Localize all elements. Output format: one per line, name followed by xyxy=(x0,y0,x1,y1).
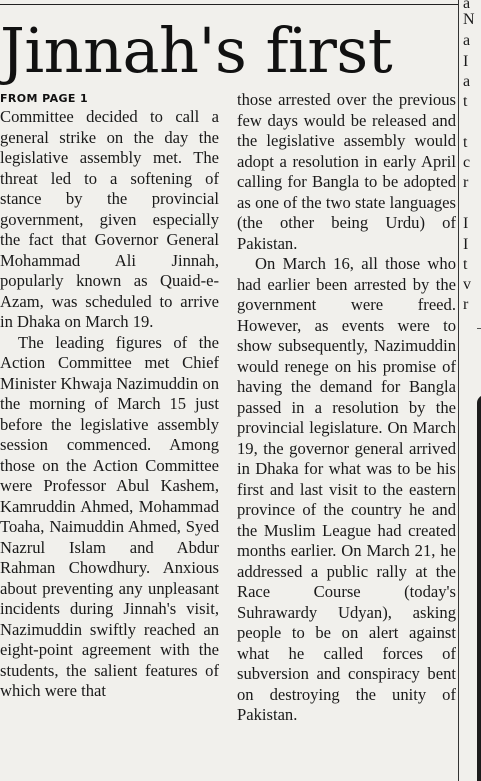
neighbour-short-rule xyxy=(477,328,481,329)
neighbour-fragment: a xyxy=(463,32,471,49)
neighbour-fragment: a xyxy=(463,0,471,12)
kicker-from-page-1: FROM PAGE 1 xyxy=(0,92,89,105)
column-2-paragraph-2: On March 16, all those who had earlier been arrested by the government were freed. However, as events were to show subsequently, Nazimuddin would renege on his promise of having the demand for Bangla passed in a resolution by the provincial legislature. On March 19, the governor general arrived in Dhaka for what was to be his first and last visit to the eastern province of the country he and the Muslim League had created months earlier. On March 21, he addressed a public rally at the Race Course (today's Suhrawardy Udyan), asking people to be on alert against what he called forces of subversion and conspiracy bent on destroying the unity of Pakistan. xyxy=(237,254,456,724)
article-column-2 xyxy=(237,90,456,778)
article-column-1 xyxy=(0,107,219,777)
column-2-paragraph-1: those arrested over the previous few days would be released and the legislative assembly would adopt a resolution in early April calling for Bangla to be adopted as one of the two state languages (the other being Urdu) of Pakistan. xyxy=(237,90,456,253)
neighbour-fragment: I xyxy=(463,53,469,70)
neighbour-fragment: r xyxy=(463,296,469,313)
neighbour-fragment: N xyxy=(463,11,475,28)
column-divider xyxy=(458,0,459,781)
neighbour-fragment: t xyxy=(463,93,468,110)
column-1-paragraph-2: The leading figures of the Action Committee met Chief Minister Khwaja Nazimuddin on the morning of March 15 just before the legislative assembly session commenced. Among those on the Action Committee were Professor Abul Kashem, Kamruddin Ahmed, Mohammad Toaha, Naimuddin Ahmed, Syed Nazrul Islam and Abdur Rahman Chowdhury. Anxious about preventing any unpleasant incidents during Jinnah's visit, Nazimuddin swiftly reached an eight-point agreement with the students, the salient features of which were that xyxy=(0,332,219,700)
neighbour-fragment: I xyxy=(463,236,469,253)
neighbour-fragment: v xyxy=(463,276,471,293)
top-rule xyxy=(0,4,458,5)
neighbour-fragment: c xyxy=(463,154,471,171)
neighbour-fragment: t xyxy=(463,134,468,151)
neighbour-fragment: r xyxy=(463,174,469,191)
neighbour-fragment: t xyxy=(463,256,468,273)
neighbour-photo-edge xyxy=(477,395,481,781)
neighbour-fragment: I xyxy=(463,215,469,232)
headline: Jinnah's first xyxy=(0,16,393,86)
column-1-paragraph-1: Committee decided to call a general strike on the day the legislative assembly met. The threat led to a softening of stance by the provincial government, given especially the fact that Governor General Mohammad Ali Jinnah, popularly known as Quaid-e-Azam, was scheduled to arrive in Dhaka on March 19. xyxy=(0,107,219,331)
neighbour-fragment: a xyxy=(463,73,471,90)
neighbour-column-edge xyxy=(463,0,481,781)
